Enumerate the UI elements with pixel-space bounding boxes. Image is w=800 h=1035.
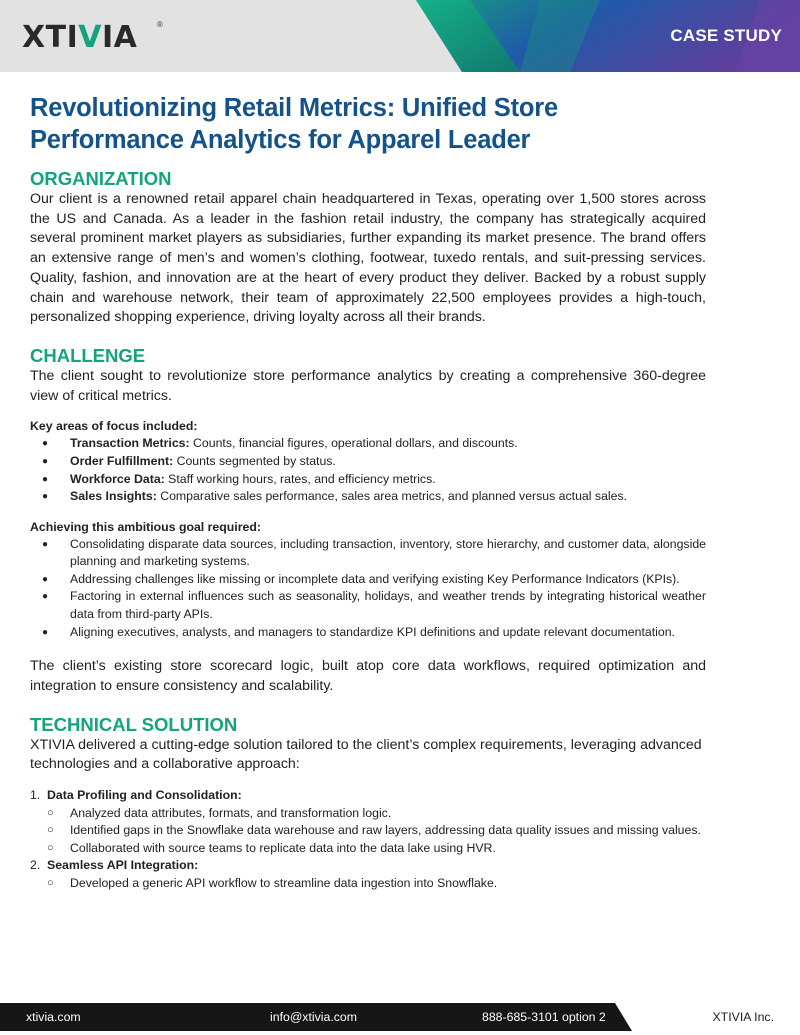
- list-item: ● Factoring in external influences such as seasonality, holidays, and weather trends by integrating historical weather data from third-party APIs.: [42, 589, 706, 622]
- solution-steps: [30, 787, 706, 893]
- document-title: Revolutionizing Retail Metrics: Unified Store Performance Analytics for Apparel Leader: [30, 94, 558, 154]
- list-item: ○ Identified gaps in the Snowflake data warehouse and raw layers, addressing data quality issues and missing values.: [47, 823, 701, 838]
- footer-website-link[interactable]: xtivia.com: [26, 1010, 81, 1024]
- document-body: [30, 92, 706, 893]
- list-item: 1. Data Profiling and Consolidation: ○ Analyzed data attributes, formats, and transformation logic. ○ Identified gaps in the Snowflake data warehouse and raw layers, addressing data quality issues and missing values. ○ Collaborated with source teams to replicate data into the data lake using HVR.: [30, 787, 706, 857]
- case-study-label: CASE STUDY: [670, 26, 782, 45]
- solution-intro: XTIVIA delivered a cutting-edge solution tailored to the client’s complex requirements, leveraging advanced technologies and a collaborative approach:: [30, 736, 702, 773]
- challenge-closing: The client’s existing store scorecard logic, built atop core data workflows, required optimization and integration to ensure consistency and scalability.: [30, 658, 706, 694]
- list-item: ○ Analyzed data attributes, formats, and transformation logic.: [47, 805, 392, 820]
- list-item: ● Sales Insights: Comparative sales performance, sales area metrics, and planned versus actual sales.: [42, 489, 628, 504]
- goal-heading: Achieving this ambitious goal required:: [30, 519, 261, 534]
- list-item: ● Transaction Metrics: Counts, financial figures, operational dollars, and discounts.: [42, 436, 518, 451]
- challenge-heading: CHALLENGE: [30, 344, 146, 366]
- solution-heading: TECHNICAL SOLUTION: [30, 713, 238, 735]
- list-item: ○ Developed a generic API workflow to streamline data ingestion into Snowflake.: [47, 876, 498, 891]
- footer-company-name: XTIVIA Inc.: [712, 1010, 774, 1024]
- list-item: 2. Seamless API Integration: ○ Developed a generic API workflow to streamline data ingestion into Snowflake.: [30, 857, 706, 892]
- step-title: Data Profiling and Consolidation:: [47, 788, 242, 803]
- page-footer: [0, 1003, 800, 1031]
- list-item: ○ Collaborated with source teams to replicate data into the data lake using HVR.: [47, 840, 496, 855]
- footer-email-link[interactable]: info@xtivia.com: [270, 1010, 357, 1024]
- organization-heading: ORGANIZATION: [30, 168, 172, 189]
- list-item: ● Consolidating disparate data sources, including transaction, inventory, store hierarchy, and customer data, alongside planning and marketing systems.: [42, 536, 706, 569]
- step-sublist: [47, 875, 706, 893]
- goal-list: [30, 536, 706, 642]
- organization-paragraph: Our client is a renowned retail apparel chain headquartered in Texas, operating over 1,500 stores across the US and Canada. As a leader in the fashion retail industry, the company has strategically acquired several prominent market players as subsidiaries, further expanding its market presence. The brand offers an extensive range of men’s and women’s clothing, footwear, tuxedo rentals, and suit-pressing services. Quality, fashion, and innovation are at the heart of every product they deliver. Backed by a robust supply chain and warehouse network, their team of approximately 22,500 employees provides a high-touch, personalized shopping experience, driving loyalty across all their brands.: [30, 191, 706, 326]
- list-item: ● Addressing challenges like missing or incomplete data and verifying existing Key Performance Indicators (KPIs).: [42, 571, 680, 586]
- footer-phone: 888-685-3101 option 2: [482, 1010, 606, 1024]
- step-title: Seamless API Integration:: [47, 858, 199, 873]
- list-item: ● Workforce Data: Staff working hours, rates, and efficiency metrics.: [42, 471, 436, 486]
- xtivia-logo: XTIVIA: [22, 20, 138, 55]
- list-item: ● Order Fulfillment: Counts segmented by status.: [42, 453, 336, 468]
- challenge-intro: The client sought to revolutionize store performance analytics by creating a comprehensive 360-degree view of critical metrics.: [30, 367, 706, 404]
- step-sublist: [47, 805, 706, 858]
- registered-mark: ®: [157, 20, 163, 29]
- focus-list: [30, 435, 706, 505]
- focus-heading: Key areas of focus included:: [30, 419, 198, 434]
- list-item: ● Aligning executives, analysts, and managers to standardize KPI definitions and update relevant documentation.: [42, 624, 675, 639]
- page-header: [0, 0, 800, 72]
